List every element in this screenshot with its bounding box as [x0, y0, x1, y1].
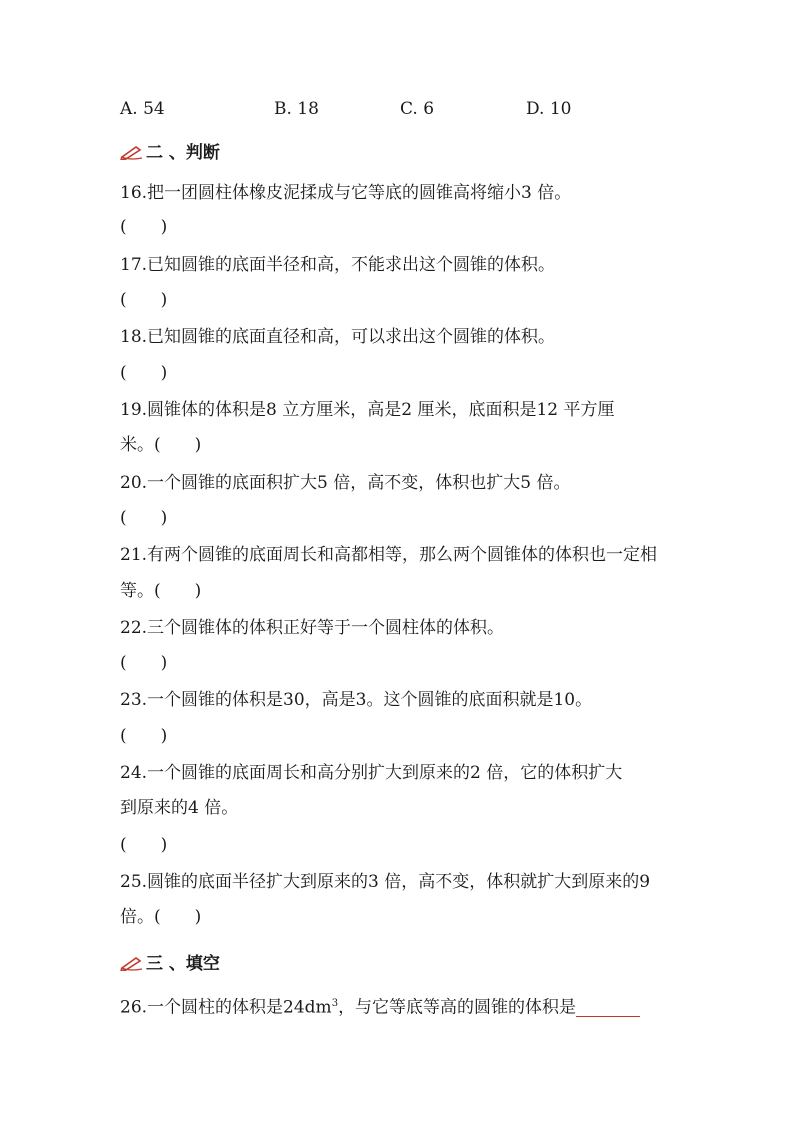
option-d: D. 10 [526, 99, 572, 119]
answer-paren-24: ( ) [120, 835, 168, 855]
answer-paren-22: ( ) [120, 653, 168, 673]
answer-paren-17: ( ) [120, 290, 168, 310]
option-c: C. 6 [400, 99, 435, 119]
question-22: 22.三个圆锥体的体积正好等于一个圆柱体的体积。 [120, 618, 505, 638]
question-26-suffix: ，与它等底等高的圆锥的体积是 [338, 997, 577, 1018]
section-title: 二 、判断 [146, 143, 220, 163]
pencil-icon [120, 955, 144, 971]
option-a: A. 54 [120, 99, 165, 119]
section-title: 三 、填空 [146, 954, 220, 974]
section-heading-2 [120, 141, 220, 165]
question-20: 20.一个圆锥的底面积扩大5 倍，高不变，体积也扩大5 倍。 [120, 473, 571, 493]
question-25-line2: 倍。( ) [120, 907, 202, 927]
answer-paren-23: ( ) [120, 726, 168, 746]
question-21-line2: 等。( ) [120, 581, 202, 601]
question-17: 17.已知圆锥的底面半径和高，不能求出这个圆锥的体积。 [120, 255, 556, 275]
section-heading-3 [120, 952, 220, 976]
question-24-line2: 到原来的4 倍。 [120, 798, 239, 818]
question-16: 16.把一团圆柱体橡皮泥揉成与它等底的圆锥高将缩小3 倍。 [120, 183, 572, 203]
question-25-line1: 25.圆锥的底面半径扩大到原来的3 倍，高不变，体积就扩大到原来的9 [120, 872, 651, 892]
question-23: 23.一个圆锥的体积是30，高是3。这个圆锥的底面积就是10。 [120, 690, 593, 710]
unit-exponent: 3 [331, 998, 339, 1009]
question-24-line1: 24.一个圆锥的底面周长和高分别扩大到原来的2 倍，它的体积扩大 [120, 763, 623, 783]
unit-dm: dm [304, 997, 332, 1018]
pencil-icon [120, 144, 144, 160]
question-26 [120, 992, 640, 1020]
answer-blank[interactable] [576, 998, 640, 1017]
answer-paren-18: ( ) [120, 363, 168, 383]
answer-paren-20: ( ) [120, 508, 168, 528]
question-19-line2: 米。( ) [120, 435, 202, 455]
answer-paren-16: ( ) [120, 217, 168, 237]
question-19-line1: 19.圆锥体的体积是8 立方厘米，高是2 厘米，底面积是12 平方厘 [120, 400, 615, 420]
question-18: 18.已知圆锥的底面直径和高，可以求出这个圆锥的体积。 [120, 327, 556, 347]
question-21-line1: 21.有两个圆锥的底面周长和高都相等，那么两个圆锥体的体积也一定相 [120, 545, 658, 565]
option-b: B. 18 [274, 99, 319, 119]
question-26-prefix: 26.一个圆柱的体积是24 [120, 997, 305, 1018]
